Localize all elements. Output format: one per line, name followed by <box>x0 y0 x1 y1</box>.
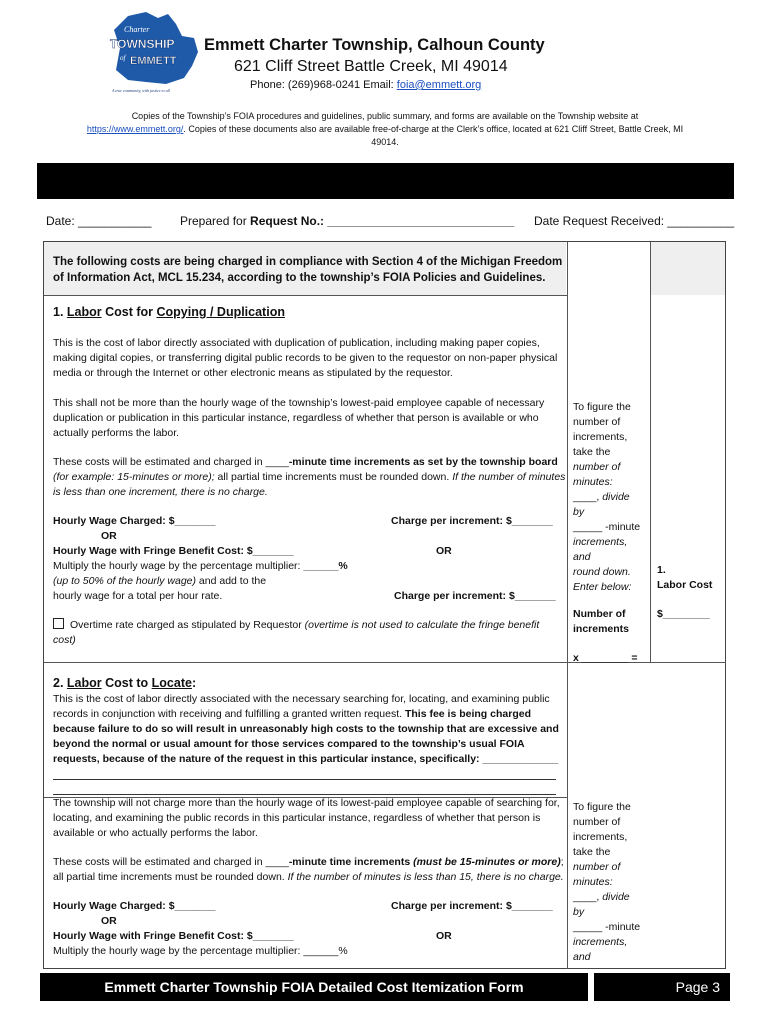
side1-multiply-field[interactable]: x ________ = <box>573 652 638 664</box>
s1-total-rate: hourly wage for a total per hour rate. <box>53 590 223 602</box>
logo-text-top: Charter <box>124 25 150 34</box>
date-received-field[interactable]: Date Request Received: __________ <box>534 214 735 228</box>
overtime-checkbox[interactable] <box>53 618 64 629</box>
s1-overtime-row: Overtime rate charged as stipulated by Requestor (overtime is not used to calculate the fringe benefit <box>53 618 539 633</box>
s1-p3-line1: These costs will be estimated and charged in ____-minute time increments as set by the township board <box>53 456 558 468</box>
s1-fringe-wage[interactable]: Hourly Wage with Fringe Benefit Cost: $_______ <box>53 545 294 557</box>
s2-blank-line-1[interactable] <box>53 779 556 780</box>
s2-p1-line5: requests, because of the nature of the request in this particular instance, specifically: _____________ <box>53 753 559 765</box>
intro-line1: Copies of the Township’s FOIA procedures and guidelines, public summary, and forms are available on the Township website at <box>131 111 639 121</box>
s1-p2-line3: actually performs the labor. <box>53 427 180 439</box>
s1-charge-per-increment-1[interactable]: Charge per increment: $_______ <box>391 515 553 527</box>
s1-multiplier[interactable]: Multiply the hourly wage by the percentage multiplier: ______% <box>53 560 348 572</box>
s1-p2-line2: duplication or publication in this particular instance, regardless of whether that person is available or who <box>53 412 539 424</box>
s2-blank-line-2[interactable] <box>53 794 556 795</box>
s2-p2-line3: available or who actually performs the labor. <box>53 827 258 839</box>
date-field[interactable]: Date: ___________ <box>46 214 152 228</box>
s1-charge-per-increment-2[interactable]: Charge per increment: $_______ <box>394 590 556 602</box>
intro-paragraph <box>40 110 730 149</box>
contact-line <box>250 79 481 91</box>
phone-text: Phone: (269)968-0241 Email: <box>250 79 397 91</box>
logo-text-name: EMMETT <box>130 55 177 67</box>
s2-p3-line2: all partial time increments must be rounded down. If the number of minutes is less than 15, there is no charge. <box>53 871 564 883</box>
email-link[interactable]: foia@emmett.org <box>396 79 482 91</box>
s1-p3-line2: (for example: 15-minutes or more); all partial time increments must be rounded down. If the number of minutes <box>53 471 566 483</box>
request-number-label: Request No.: ____________________________ <box>250 214 515 228</box>
footer-title: Emmett Charter Township FOIA Detailed Cost Itemization Form <box>40 973 588 1001</box>
s1-or-2: OR <box>436 545 452 557</box>
s2-or-1: OR <box>101 915 117 927</box>
s2-fringe-wage[interactable]: Hourly Wage with Fringe Benefit Cost: $_______ <box>53 930 294 942</box>
s2-p1-line3: because failure to do so will result in unreasonably high costs to the township that are excessive and <box>53 723 559 735</box>
s1-or-1: OR <box>101 530 117 542</box>
s1-overtime-cost: cost) <box>53 634 76 646</box>
s2-or-2: OR <box>436 930 452 942</box>
s1-p1-line2: making digital copies, or transferring digital public records to be given to the requestor on non-paper physical <box>53 352 558 364</box>
title-bar <box>37 163 734 199</box>
labor-cost-label: 1. Labor Cost <box>657 564 713 591</box>
intro-line2: . Copies of these documents also are available free-of-charge at the Clerk’s office, located at 621 Cliff Street, Battle Creek, MI <box>183 124 684 134</box>
side1-instructions: To figure the number of increments, take the number of minutes: ____, divide by _____ -minute increments, and round down. Enter below: <box>573 401 641 593</box>
website-link[interactable]: https://www.emmett.org/ <box>86 124 184 134</box>
prepared-for-label: Prepared for <box>180 214 251 228</box>
township-address: 621 Cliff Street Battle Creek, MI 49014 <box>234 58 508 75</box>
s2-p2-line2: locating, and examining the public records in this particular instance, regardless of whether that person is <box>53 812 541 824</box>
s2-p1-line4: beyond the normal or usual amount for those services compared to the township’s usual FOIA <box>53 738 525 750</box>
table-header-line1: The following costs are being charged in compliance with Section 4 of the Michigan Freedom <box>53 256 563 268</box>
table-header-line2: of Information Act, MCL 15.234, according to the township’s FOIA Policies and Guidelines. <box>53 272 546 284</box>
intro-line3: 49014. <box>371 137 399 147</box>
request-number-field[interactable] <box>180 214 514 228</box>
s1-p1-line3: media or through the Internet or other electronic means as stipulated by the requestor. <box>53 367 453 379</box>
s1-p1-line1: This is the cost of labor directly associated with duplication of publication, including making paper copies, <box>53 337 540 349</box>
section2-heading: 2. Labor Cost to Locate: <box>53 676 197 690</box>
side1-number-of-increments: Number of increments <box>573 608 630 635</box>
s2-p1-line1: This is the cost of labor directly associated with the necessary searching for, locating, and examining public <box>53 693 550 705</box>
s1-p3-line3: is less than one increment, there is no charge. <box>53 486 268 498</box>
s2-p1-line2: records in conjunction with receiving and fulfilling a granted written request. This fee is being charged <box>53 708 531 720</box>
s1-p2-line1: This shall not be more than the hourly wage of the township’s lowest-paid employee capable of necessary <box>53 397 545 409</box>
logo-text-of: of <box>120 54 126 62</box>
logo-tagline: A true community, with justice to all <box>112 88 170 93</box>
logo-text-mid: TOWNSHIP <box>110 37 175 51</box>
s2-p2-line1: The township will not charge more than the hourly wage of its lowest-paid employee capable of searching for, <box>53 797 560 809</box>
s2-multiplier[interactable]: Multiply the hourly wage by the percentage multiplier: ______% <box>53 945 348 957</box>
s2-p3-line1: These costs will be estimated and charged in ____-minute time increments (must be 15-minutes or more); <box>53 856 564 868</box>
side2-instructions: To figure the number of increments, take the number of minutes: ____, divide by _____ -minute increments, and <box>573 801 641 963</box>
township-logo <box>106 8 204 94</box>
page-number: Page 3 <box>594 973 730 1001</box>
s1-up-to: (up to 50% of the hourly wage) and add to the <box>53 575 267 587</box>
s2-hourly-wage[interactable]: Hourly Wage Charged: $_______ <box>53 900 216 912</box>
s1-hourly-wage[interactable]: Hourly Wage Charged: $_______ <box>53 515 216 527</box>
page-title: Emmett Charter Township, Calhoun County <box>204 36 545 54</box>
s2-charge-per-increment[interactable]: Charge per increment: $_______ <box>391 900 553 912</box>
section1-heading: 1. Labor Cost for Copying / Duplication <box>53 305 285 319</box>
labor-cost-field[interactable]: $________ <box>657 608 710 620</box>
